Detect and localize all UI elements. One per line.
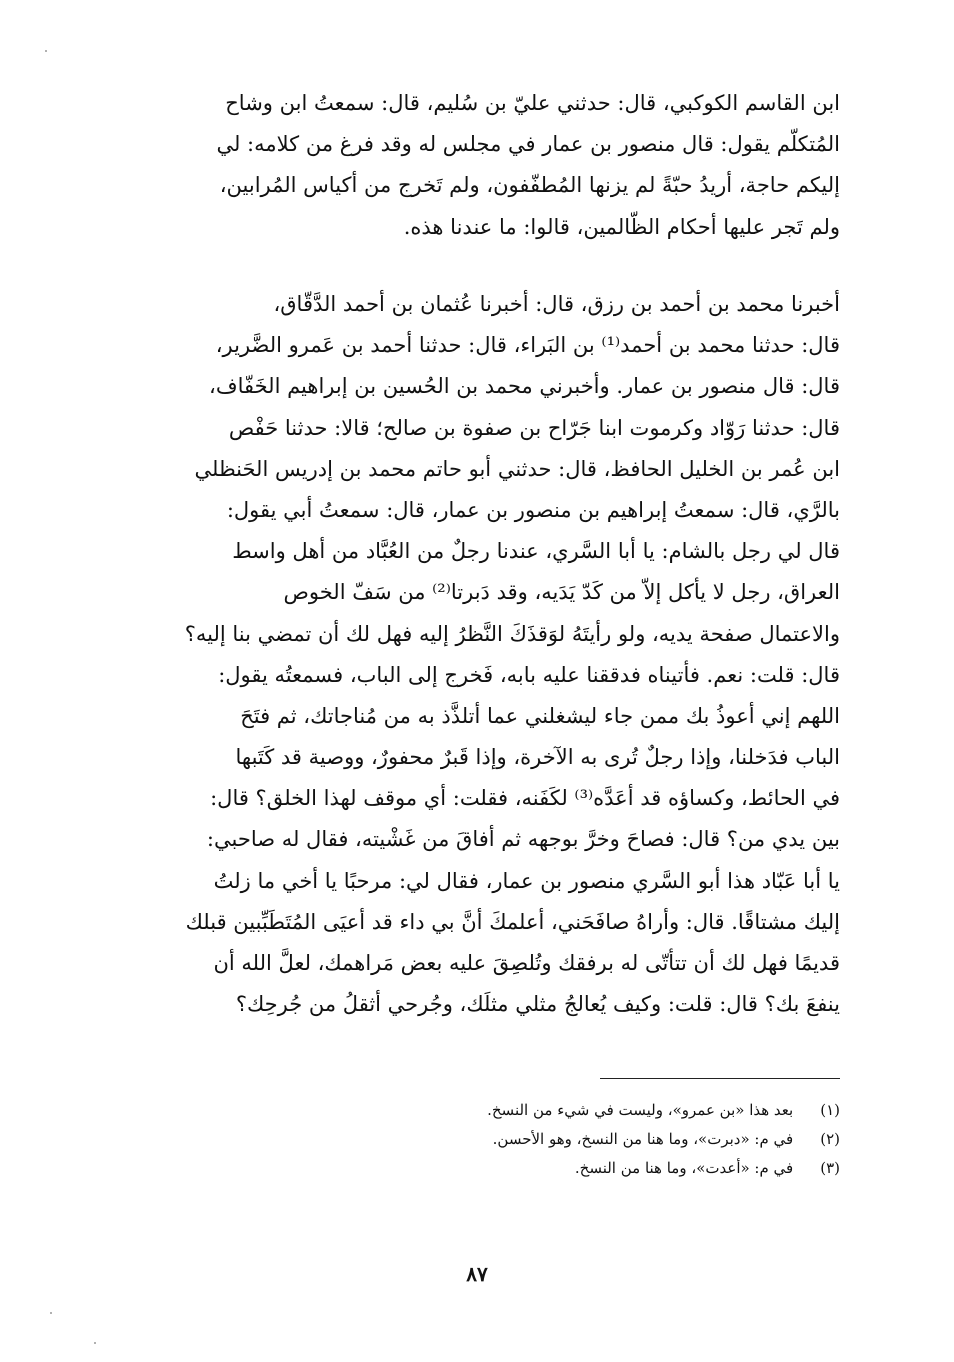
footnote-number: (١) [820, 1101, 840, 1119]
footnote-3 [112, 1154, 840, 1183]
scan-speck [45, 50, 47, 52]
text-line: قال: حدثنا محمد بن أحمد⁽¹⁾ بن البَراء، قال: حدثنا أحمد بن عَمرو الضَّرير، [215, 333, 840, 358]
footnote-separator [600, 1078, 840, 1079]
footnote-number: (٢) [820, 1130, 840, 1148]
text-line: في الحائط، وكساؤه قد أعَدَّه⁽³⁾ لكَفَنه، فقلت: أي موقف لهذا الخلق؟ قال: [210, 786, 840, 811]
text-line: قال: قلت: نعم. فأتيناه فدققنا عليه بابه، فَخرج إلى الباب، فسمعتُه يقول: [218, 662, 840, 687]
scan-speck [50, 1312, 52, 1314]
footnote-2 [112, 1125, 840, 1154]
text-line: بالرَّي، قال: سمعتُ إبراهيم بن منصور بن عمار، قال: سمعتُ أبي يقول: [226, 497, 840, 522]
text-line: المُتكلّم يقول: قال منصور بن عمار في مجلس له وقد فرغ من كلامه: لي [216, 132, 840, 157]
text-line: قديمًا فهل لك أن تتأتّى له برفقك وتُلصِقَ عليه بعض مَراهمك، لعلَّ الله أن [213, 951, 840, 975]
text-line: بين يدي من؟ قال: فصاحَ وخرَّ بوجهه ثم أفاقَ من غَشْيته، فقال له صاحبي: [206, 827, 840, 852]
text-line: يا أبا عَبّاد هذا أبو السَّري منصور بن عمار، فقال لي: مرحبًا يا أخي ما زلتُ [213, 868, 840, 893]
paragraph-2 [112, 284, 840, 1025]
text-line: الباب فدَخلنا، وإذا رجلٌ تُرى به الآخرة، وإذا قَبرٌ محفورٌ، ووصية قد كَتَبها [235, 745, 840, 770]
text-line: إليكم حاجة، أريدُ حبّةً لم يزنها المُطفّفون، ولم تَخرج من أكياس المُرابين، [219, 173, 840, 198]
text-line: اللهم إني أعوذُ بك ممن جاء ليشغلني عما أتلذَّذ به من مُناجاتك، ثم فتَحَ [240, 703, 840, 728]
footnote-1 [112, 1096, 840, 1125]
scan-speck [94, 1342, 96, 1344]
footnote-number: (٣) [820, 1159, 840, 1177]
text-line: العراق، رجل لا يأكل إلاّ من كَدّ يَدَيه، وقد دَبرتا⁽²⁾ من سَفّ الخوص [283, 580, 840, 605]
text-line: قال: حدثنا رَوّاد وكرموت ابنا جَرّاح بن صفوة بن صالح؛ قالا: حدثنا حَفْص [228, 415, 840, 440]
text-line: قال: قال منصور بن عمار. وأخبرني محمد بن الحُسين بن إبراهيم الخَفّاف، [209, 374, 840, 399]
text-line: أخبرنا محمد بن أحمد بن رزق، قال: أخبرنا عُثمان بن أحمد الدَّقّاق، [273, 292, 840, 316]
text-line: ابن عُمر بن الخليل الحافظ، قال: حدثني أبو حاتم محمد بن إدريس الحَنظلي [194, 456, 840, 481]
text-line: ابن القاسم الكوكبي، قال: حدثني عليّ بن سُليم، قال: سمعتُ ابن وشاح [225, 91, 840, 115]
footnote-text: في م: «أعدت»، وما هنا من النسخ. [574, 1159, 794, 1177]
footnotes [112, 1096, 840, 1183]
paragraph-1 [112, 83, 840, 248]
text-line: ولم تَجر عليها أحكام الظّالمين، قالوا: ما عندنا هذه. [403, 214, 840, 239]
text-line: والاعتمال صفحة يديه، ولو رأيتَهُ لوَقذَكَ النَّظرُ إليه فهل لك أن تمضي بنا إليه؟ [184, 621, 840, 646]
text-line: قال لي رجل بالشام: يا أبا السَّري، عندنا رجلٌ من العُبَّاد من أهل واسط [232, 539, 840, 564]
page-number: ٨٧ [466, 1262, 488, 1286]
footnote-text: بعد هذا «بن عمرو»، وليست في شيء من النسخ. [487, 1101, 794, 1119]
text-line: إليك مشتاقًا. قال: وأراهُ صافَحَني، أعلمكَ أنَّ بي داء قد أعيَى المُتَطَبِّبين قبلك [185, 909, 840, 934]
footnote-text: في م: «دبرت»، وما هنا من النسخ، وهو الأحسن. [492, 1130, 794, 1148]
text-line: ينفعَ بك؟ قال: قلت: وكيف يُعالجُ مثلي مثلَك، وجُرحي أثقلُ من جُرحِك؟ [235, 992, 840, 1017]
